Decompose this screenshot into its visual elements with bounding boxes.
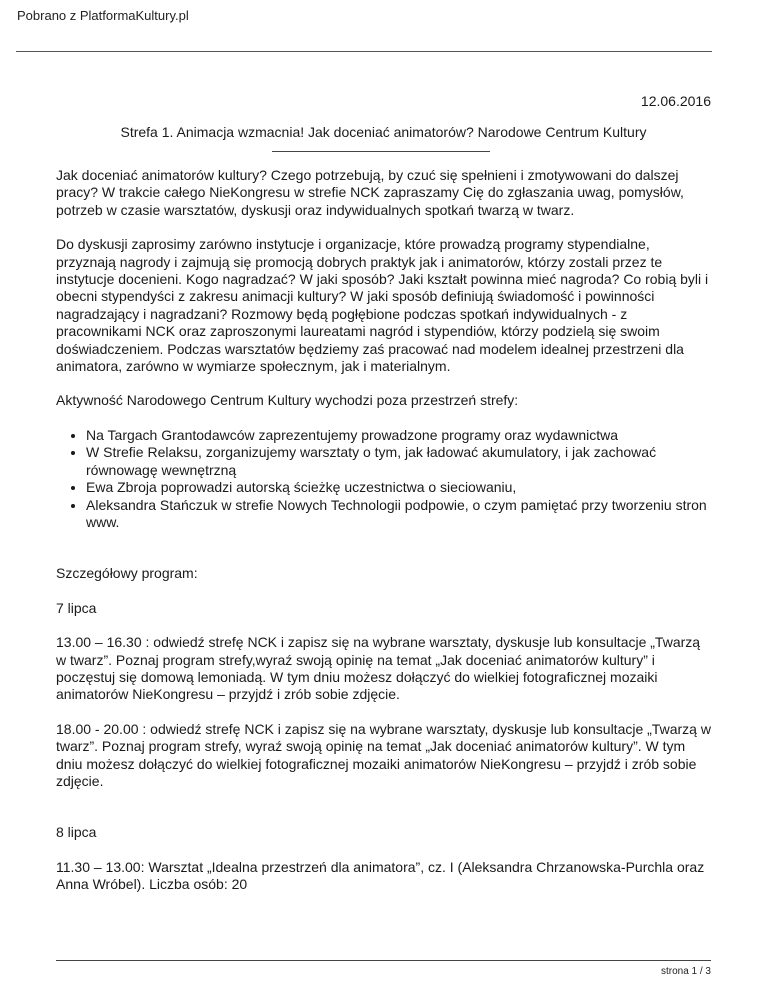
program-entry: 18.00 - 20.00 : odwiedź strefę NCK i zapisz się na wybrane warsztaty, dyskusje lub konsultacje „Twarzą w twarz”. Poznaj program strefy, wyraź swoją opinię na temat „Jak doceniać animatorów kultury”. W tym dniu możesz dołączyć do wielkiej fotograficznej mozaiki animatorów NieKongresu – przyjdź i zrób sobie zdjęcie. <box>56 720 711 789</box>
list-item: • Aleksandra Stańczuk w strefie Nowych Technologii podpowie, o czym pamiętać przy tworzeniu stron www. <box>86 497 711 532</box>
document-title: Strefa 1. Animacja wzmacnia! Jak doceniać animatorów? Narodowe Centrum Kultury <box>120 124 647 140</box>
list-item: • W Strefie Relaksu, zorganizujemy warsztaty o tym, jak ładować akumulatory, i jak zachować równowagę wewnętrzną <box>86 444 711 479</box>
source-label: Pobrano z PlatformaKultury.pl <box>17 8 189 23</box>
program-entry: 11.30 – 13.00: Warsztat „Idealna przestrzeń dla animatora”, cz. I (Aleksandra Chrzanowska-Purchla oraz Anna Wróbel). Liczba osób: 20 <box>56 858 705 893</box>
spacer <box>56 548 711 565</box>
spacer <box>56 807 711 824</box>
footer-divider <box>56 960 711 961</box>
title-underline <box>272 151 490 152</box>
activity-list <box>56 427 711 531</box>
document-body <box>56 167 711 911</box>
header-divider <box>16 51 712 52</box>
list-item: • Na Targach Grantodawców zaprezentujemy prowadzone programy oraz wydawnictwa <box>86 427 711 444</box>
list-item: • Ewa Zbroja poprowadzi autorską ścieżkę uczestnictwa o sieciowaniu, <box>86 479 711 496</box>
program-heading: Szczegółowy program: <box>56 565 198 582</box>
activity-intro: Aktywność Narodowego Centrum Kultury wychodzi poza przestrzeń strefy: <box>56 392 519 409</box>
program-entry: 13.00 – 16.30 : odwiedź strefę NCK i zapisz się na wybrane warsztaty, dyskusje lub konsultacje „Twarzą w twarz”. Poznaj program strefy,wyraź swoją opinię na temat „Jak doceniać animatorów kultury” i poczęstuj się domową lemoniadą. W tym dniu możesz dołączyć do wielkiej fotograficznej mozaiki animatorów NieKongresu – przyjdź i zrób sobie zdjęcie. <box>56 634 701 703</box>
day-heading-7-july: 7 lipca <box>56 599 97 616</box>
page-number: strona 1 / 3 <box>660 966 711 977</box>
discussion-paragraph: Do dyskusji zaprosimy zarówno instytucje i organizacje, które prowadzą programy stypendialne, przyznają nagrody i zajmują się promocją dobrych praktyk jak i animatorów, którzy zostali przez te instytucje docenieni. Kogo nagradzać? W jaki sposób? Jaki kształt powinna mieć nagroda? Co robią byli i obecni stypendyści z zakresu animacji kultury? W jaki sposób definiują świadomość i powinności nagradzający i nagradzani? Rozmowy będą pogłębione podczas spotkań indywidualnych - z pracownikami NCK oraz zaproszonymi laureatami nagród i stypendiów, którzy podzielą się swoim doświadczeniem. Podczas warsztatów będziemy zaś pracować nad modelem idealnej przestrzeni dla animatora, zarówno w wymiarze społecznym, jak i materialnym. <box>56 236 709 375</box>
day-heading-8-july: 8 lipca <box>56 824 97 841</box>
document-date: 12.06.2016 <box>640 93 711 109</box>
intro-paragraph: Jak doceniać animatorów kultury? Czego potrzebują, by czuć się spełnieni i zmotywowani do dalszej pracy? W trakcie całego NieKongresu w strefie NCK zapraszamy Cię do zgłaszania uwag, pomysłów, potrzeb w czasie warsztatów, dyskusji oraz indywidualnych spotkań twarzą w twarz. <box>56 167 684 218</box>
